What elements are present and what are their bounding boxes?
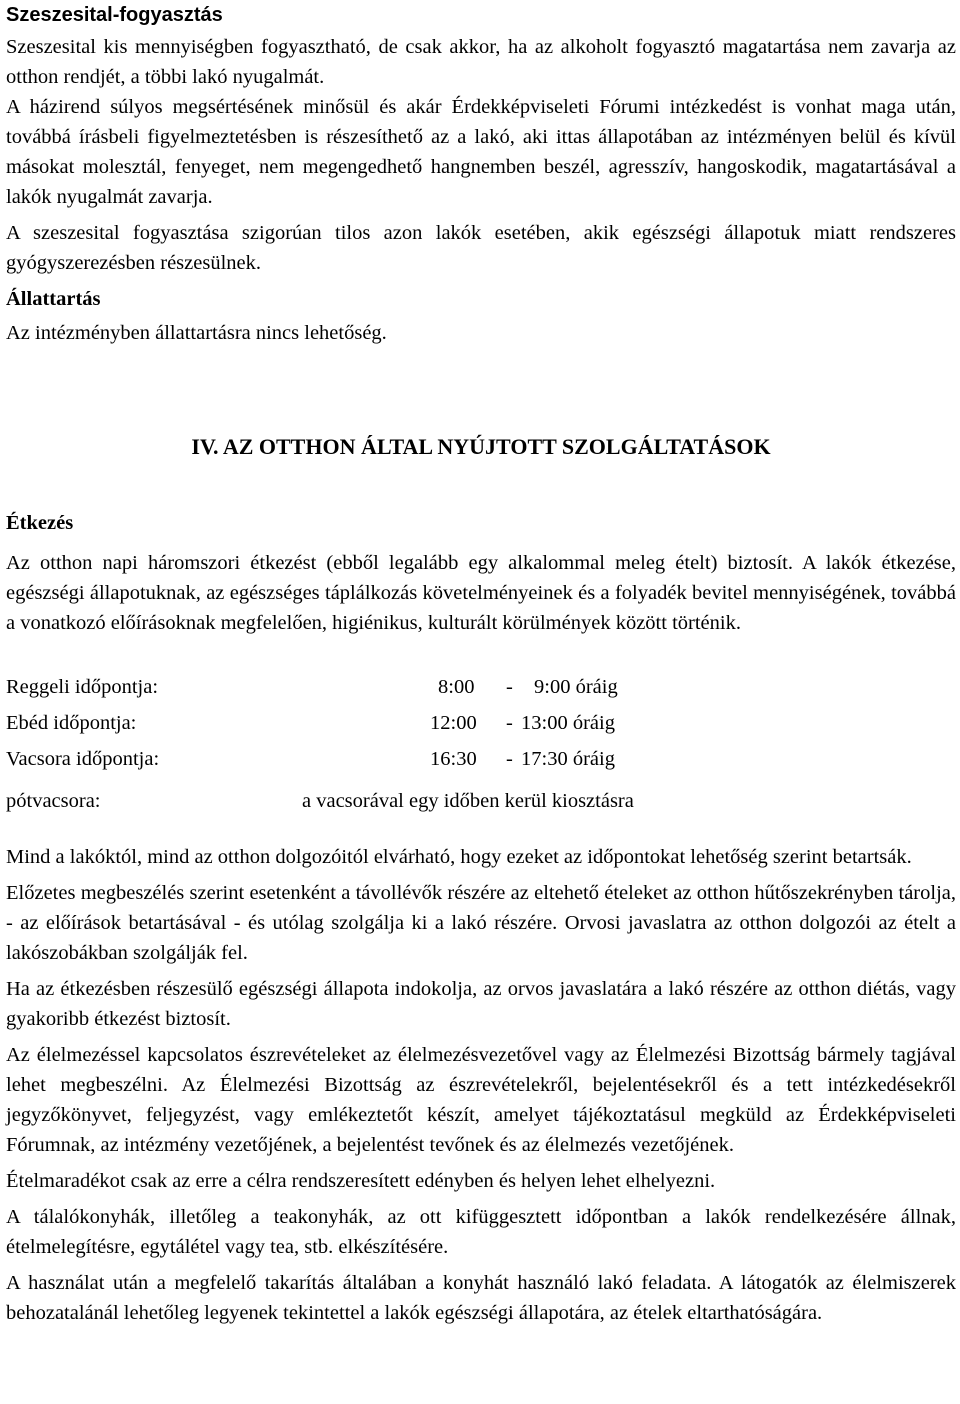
- meals-paragraph: Előzetes megbeszélés szerint esetenként a távollévők részére az eltehető ételeket az otthon hűtőszekrényben tárolja, - az előírások betartásával - és utólag szolgálja ki a lakó részére. Orvosi javaslatra az otthon dolgozói az ételt a lakószobákban szolgálják fel.: [6, 882, 956, 964]
- meal-row-lunch: [6, 708, 956, 744]
- meal-end: 13:00 óráig: [521, 712, 615, 734]
- alcohol-paragraph-1: Szeszesital kis mennyiségben fogyasztható, de csak akkor, ha az alkoholt fogyasztó magatartása nem zavarja az otthon rendjét, a többi lakó nyugalmát.: [6, 36, 956, 88]
- meal-row-dinner: [6, 744, 956, 780]
- alcohol-paragraph-2: A házirend súlyos megsértésének minősül és akár Érdekképviseleti Fórumi intézkedést is vonhat maga után, továbbá írásbeli figyelmeztetésben is részesíthető az a lakó, aki ittas állapotában az intézményen belül és kívül másokat molesztál, fenyeget, nem megengedhető hangnemben beszél, agresszív, hangoskodik, magatartásával a lakók nyugalmát zavarja.: [6, 96, 956, 208]
- meals-details: [6, 842, 956, 1328]
- meals-paragraph: A használat után a megfelelő takarítás általában a konyhát használó lakó feladata. A látogatók az élelmiszerek behozatalánál lehetőleg legyenek tekintettel a lakók egészségi állapotára, az ételek eltarthatóságára.: [6, 1272, 956, 1324]
- animals-text: Az intézményben állattartásra nincs lehetőség.: [6, 322, 387, 344]
- meal-dash: -: [506, 748, 513, 770]
- meal-dash: -: [506, 712, 513, 734]
- meal-start: 16:30: [430, 748, 477, 770]
- meal-start: 12:00: [430, 712, 477, 734]
- animals-heading: Állattartás: [6, 288, 101, 310]
- late-dinner-row: [6, 786, 956, 816]
- meal-label: Ebéd időpontja:: [6, 712, 137, 734]
- late-dinner-text: a vacsorával egy időben kerül kiosztásra: [302, 790, 634, 812]
- meals-paragraph: Az élelmezéssel kapcsolatos észrevételeket az élelmezésvezetővel vagy az Élelmezési Bizottság bármely tagjával lehet megbeszélni. Az Élelmezési Bizottság az észrevételekről, bejelentésekről és a tett intézkedésekről jegyzőkönyvet, feljegyzést, vagy emlékeztetőt készít, amelyet tájékoztatásul megküld az Érdekképviseleti Fórumnak, az intézmény vezetőjének, a bejelentést tevőnek és az élelmezés vezetőjének.: [6, 1044, 956, 1156]
- meals-section: [6, 508, 956, 638]
- meal-row-breakfast: [6, 672, 956, 708]
- meal-start: 8:00: [438, 676, 475, 698]
- meals-paragraph: Ha az étkezésben részesülő egészségi állapota indokolja, az orvos javaslatára a lakó részére az otthon diétás, vagy gyakoribb étkezést biztosít.: [6, 978, 956, 1030]
- meals-paragraph: Ételmaradékot csak az erre a célra rendszeresített edényben és helyen lehet elhelyezni.: [6, 1170, 716, 1192]
- meal-label: Reggeli időpontja:: [6, 676, 159, 698]
- meal-dash: -: [506, 676, 513, 698]
- meals-paragraph: Mind a lakóktól, mind az otthon dolgozóitól elvárható, hogy ezeket az időpontokat lehetőség szerint betartsák.: [6, 846, 912, 868]
- meals-paragraph: A tálalókonyhák, illetőleg a teakonyhák, az ott kifüggesztett időpontban a lakók rendelkezésére állnak, ételmelegítésre, egytálétel vagy tea, stb. elkészítésére.: [6, 1206, 956, 1258]
- chapter-title: IV. AZ OTTHON ÁLTAL NYÚJTOTT SZOLGÁLTATÁSOK: [191, 434, 771, 459]
- meal-label: Vacsora időpontja:: [6, 748, 160, 770]
- late-dinner-label: pótvacsora:: [6, 790, 101, 812]
- meal-schedule: [6, 672, 956, 780]
- alcohol-paragraph-3: A szeszesital fogyasztása szigorúan tilos azon lakók esetében, akik egészségi állapotuk miatt rendszeres gyógyszerezésben részesülnek.: [6, 222, 956, 274]
- alcohol-section: [6, 0, 956, 348]
- alcohol-heading: Szeszesital-fogyasztás: [6, 4, 223, 26]
- meals-heading: Étkezés: [6, 512, 74, 534]
- meal-end: 17:30 óráig: [521, 748, 615, 770]
- meals-intro: Az otthon napi háromszori étkezést (ebből legalább egy alkalommal meleg ételt) biztosít. A lakók étkezése, egészségi állapotuknak, az egészséges táplálkozás követelményeinek és a folyadék bevitel mennyiségének, továbbá a vonatkozó előírásoknak megfelelően, higiénikus, kulturált körülmények között történik.: [6, 552, 956, 634]
- meal-end: 9:00 óráig: [534, 676, 618, 698]
